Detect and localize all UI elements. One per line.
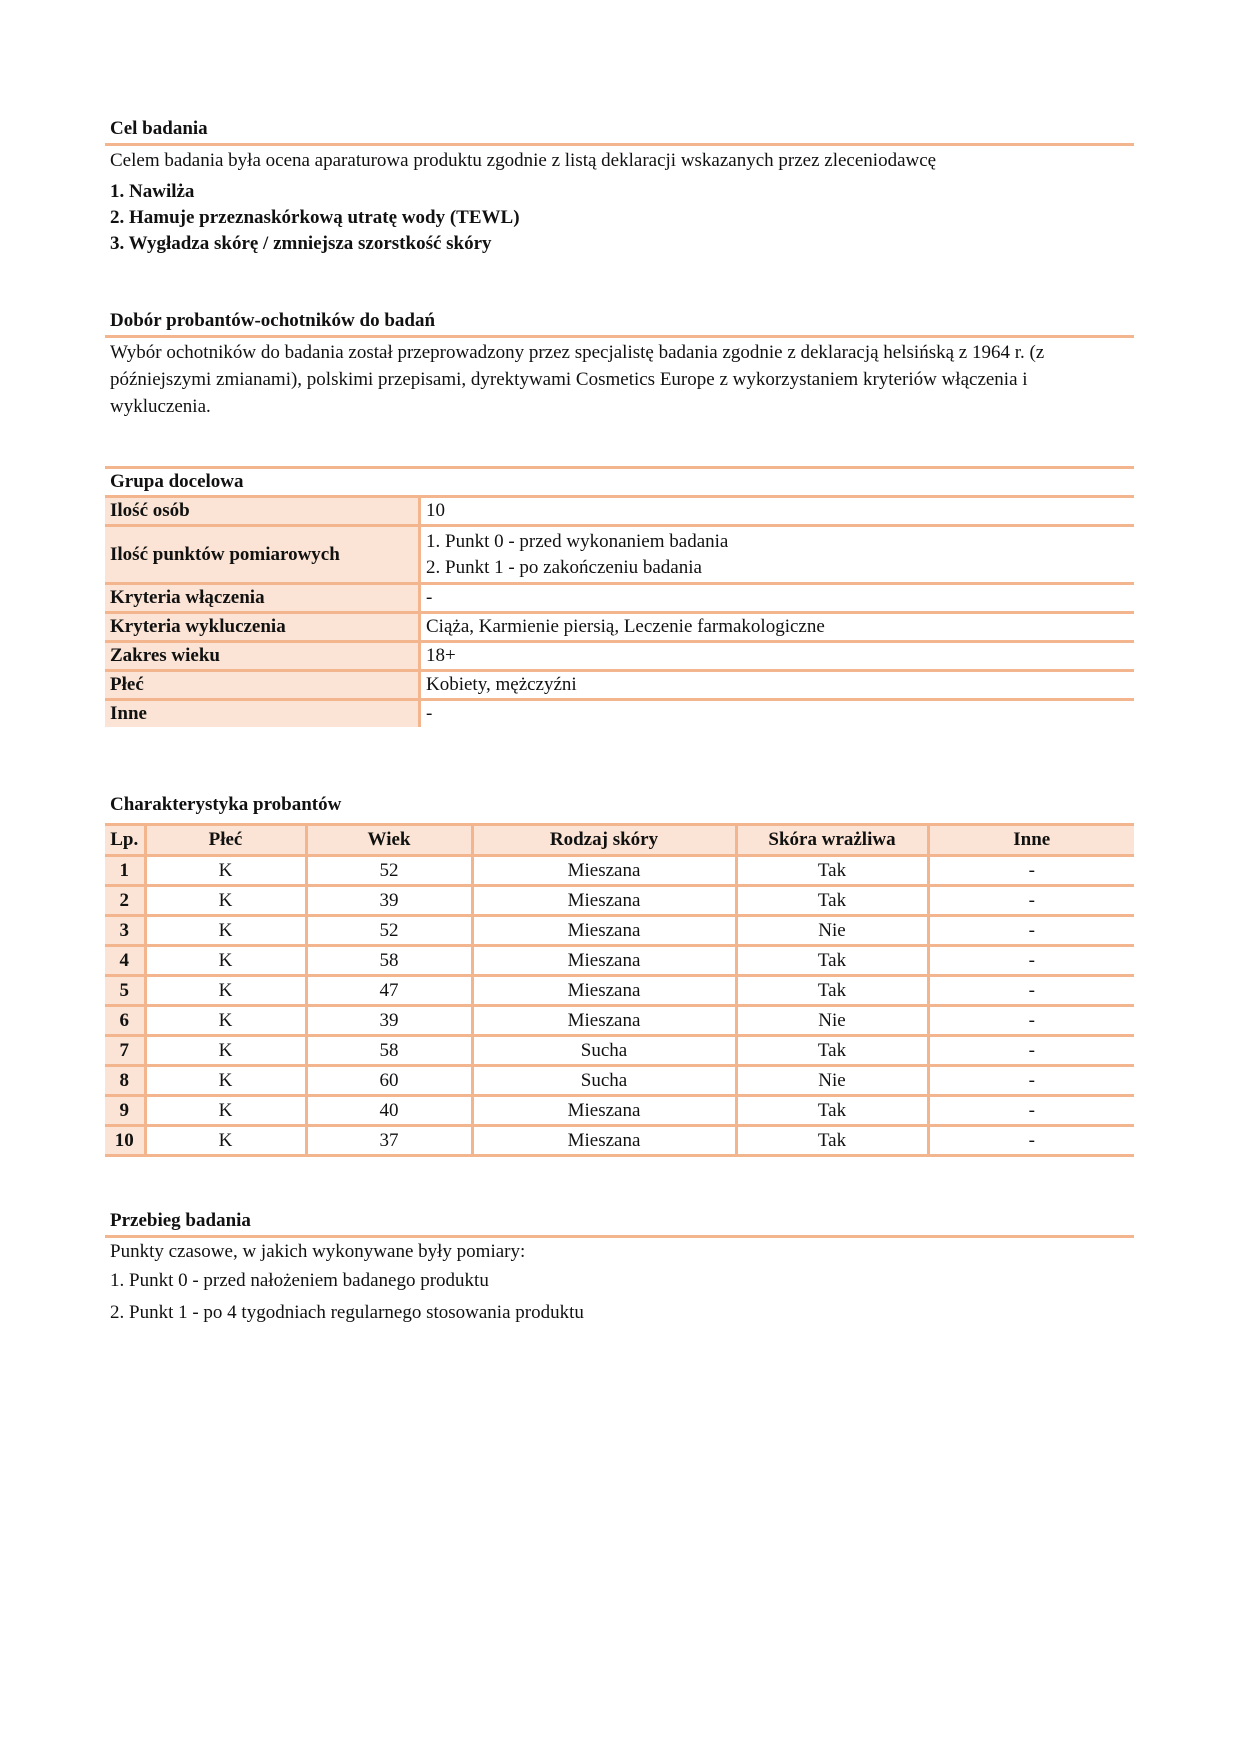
cell-sex: K <box>145 856 306 886</box>
measurement-point: 1. Punkt 0 - przed wykonaniem badania <box>426 530 729 552</box>
cell-lp: 7 <box>105 1036 145 1066</box>
section-divider <box>105 1235 1134 1238</box>
table-row <box>105 497 1134 526</box>
cell-other: - <box>928 1126 1134 1156</box>
cell-other: - <box>928 1036 1134 1066</box>
declaration-item: 2. Hamuje przeznaskórkową utratę wody (TEWL) <box>110 207 520 228</box>
cell-skin-type: Mieszana <box>472 946 736 976</box>
cell-lp: 5 <box>105 976 145 1006</box>
cell-lp: 9 <box>105 1096 145 1126</box>
cell-sex: K <box>145 1036 306 1066</box>
cell-age: 60 <box>306 1066 472 1096</box>
cell-skin-type: Mieszana <box>472 976 736 1006</box>
table-title: Grupa docelowa <box>105 468 1134 497</box>
cell-age: 52 <box>306 916 472 946</box>
cell-skin-type: Mieszana <box>472 886 736 916</box>
table-row <box>105 671 1134 700</box>
table-row <box>105 856 1134 886</box>
section-dobor <box>105 309 1134 420</box>
table-row <box>105 642 1134 671</box>
row-label: Ilość punktów pomiarowych <box>105 526 420 584</box>
cell-age: 39 <box>306 1006 472 1036</box>
row-value: 10 <box>420 497 1135 526</box>
cell-sex: K <box>145 916 306 946</box>
cell-sensitive: Tak <box>736 856 928 886</box>
section-text: Wybór ochotników do badania został przeprowadzony przez specjalistę badania zgodnie z deklaracją helsińską z 1964 r. (z późniejszymi zmianami), polskimi przepisami, dyrektywami Cosmetics Europe z wykorzystaniem kryteriów włączenia i wykluczenia. <box>110 342 1045 417</box>
section-przebieg <box>105 1209 1134 1329</box>
cell-age: 47 <box>306 976 472 1006</box>
cell-sex: K <box>145 1126 306 1156</box>
table-row <box>105 976 1134 1006</box>
cell-other: - <box>928 916 1134 946</box>
cell-sex: K <box>145 976 306 1006</box>
cell-other: - <box>928 1066 1134 1096</box>
row-value: Ciąża, Karmienie piersią, Leczenie farmakologiczne <box>420 613 1135 642</box>
declaration-item: 1. Nawilża <box>110 181 195 202</box>
time-point: 1. Punkt 0 - przed nałożeniem badanego produktu <box>110 1270 489 1291</box>
table-row <box>105 886 1134 916</box>
row-label: Ilość osób <box>105 497 420 526</box>
table-row <box>105 584 1134 613</box>
cell-skin-type: Mieszana <box>472 1126 736 1156</box>
cell-sensitive: Tak <box>736 1126 928 1156</box>
cell-age: 58 <box>306 946 472 976</box>
cell-sensitive: Nie <box>736 1006 928 1036</box>
column-header: Skóra wrażliwa <box>736 825 928 856</box>
column-header: Inne <box>928 825 1134 856</box>
table-row <box>105 700 1134 728</box>
section-title: Dobór probantów-ochotników do badań <box>110 310 436 331</box>
row-label: Płeć <box>105 671 420 700</box>
row-value: Kobiety, mężczyźni <box>420 671 1135 700</box>
table-row <box>105 526 1134 584</box>
cell-sex: K <box>145 1096 306 1126</box>
target-group-table <box>105 466 1134 727</box>
cell-age: 52 <box>306 856 472 886</box>
row-value: 18+ <box>420 642 1135 671</box>
table-row <box>105 1126 1134 1156</box>
table-row <box>105 916 1134 946</box>
cell-skin-type: Mieszana <box>472 1006 736 1036</box>
row-value: - <box>420 700 1135 728</box>
cell-sensitive: Tak <box>736 1096 928 1126</box>
cell-skin-type: Mieszana <box>472 916 736 946</box>
cell-skin-type: Mieszana <box>472 1096 736 1126</box>
measurement-point: 2. Punkt 1 - po zakończeniu badania <box>426 556 702 578</box>
cell-sensitive: Tak <box>736 886 928 916</box>
row-label: Kryteria włączenia <box>105 584 420 613</box>
cell-age: 40 <box>306 1096 472 1126</box>
cell-other: - <box>928 1096 1134 1126</box>
cell-lp: 1 <box>105 856 145 886</box>
row-value: - <box>420 584 1135 613</box>
section-title: Cel badania <box>110 118 208 139</box>
section-title: Przebieg badania <box>110 1210 251 1231</box>
row-label: Kryteria wykluczenia <box>105 613 420 642</box>
declaration-item: 3. Wygładza skórę / zmniejsza szorstkość skóry <box>110 233 492 254</box>
cell-other: - <box>928 1006 1134 1036</box>
cell-lp: 2 <box>105 886 145 916</box>
column-header: Rodzaj skóry <box>472 825 736 856</box>
section-cel-badania <box>105 117 1134 257</box>
cell-sensitive: Tak <box>736 1036 928 1066</box>
cell-skin-type: Sucha <box>472 1036 736 1066</box>
section-intro: Punkty czasowe, w jakich wykonywane były pomiary: <box>110 1241 526 1262</box>
cell-sex: K <box>145 946 306 976</box>
section-divider <box>105 143 1134 146</box>
table-row <box>105 613 1134 642</box>
cell-sex: K <box>145 886 306 916</box>
column-header: Wiek <box>306 825 472 856</box>
time-point: 2. Punkt 1 - po 4 tygodniach regularnego stosowania produktu <box>110 1302 584 1323</box>
row-value <box>420 526 1135 584</box>
table-row <box>105 1036 1134 1066</box>
cell-lp: 3 <box>105 916 145 946</box>
section-divider <box>105 335 1134 338</box>
cell-age: 58 <box>306 1036 472 1066</box>
table-row <box>105 1066 1134 1096</box>
cell-age: 37 <box>306 1126 472 1156</box>
table-row <box>105 1006 1134 1036</box>
row-label: Inne <box>105 700 420 728</box>
cell-other: - <box>928 886 1134 916</box>
section-intro: Celem badania była ocena aparaturowa produktu zgodnie z listą deklaracji wskazanych przez zleceniodawcę <box>110 150 937 171</box>
table-row <box>105 946 1134 976</box>
cell-lp: 8 <box>105 1066 145 1096</box>
table-header-row <box>105 825 1134 856</box>
cell-lp: 10 <box>105 1126 145 1156</box>
column-header: Lp. <box>105 825 145 856</box>
cell-skin-type: Sucha <box>472 1066 736 1096</box>
cell-lp: 4 <box>105 946 145 976</box>
cell-sensitive: Nie <box>736 916 928 946</box>
table-row <box>105 1096 1134 1126</box>
cell-sensitive: Nie <box>736 1066 928 1096</box>
cell-sex: K <box>145 1066 306 1096</box>
cell-other: - <box>928 946 1134 976</box>
cell-sensitive: Tak <box>736 976 928 1006</box>
table-title: Charakterystyka probantów <box>110 794 342 815</box>
cell-sensitive: Tak <box>736 946 928 976</box>
cell-other: - <box>928 856 1134 886</box>
participants-table <box>105 823 1134 1157</box>
cell-age: 39 <box>306 886 472 916</box>
row-label: Zakres wieku <box>105 642 420 671</box>
cell-lp: 6 <box>105 1006 145 1036</box>
column-header: Płeć <box>145 825 306 856</box>
cell-sex: K <box>145 1006 306 1036</box>
cell-other: - <box>928 976 1134 1006</box>
cell-skin-type: Mieszana <box>472 856 736 886</box>
